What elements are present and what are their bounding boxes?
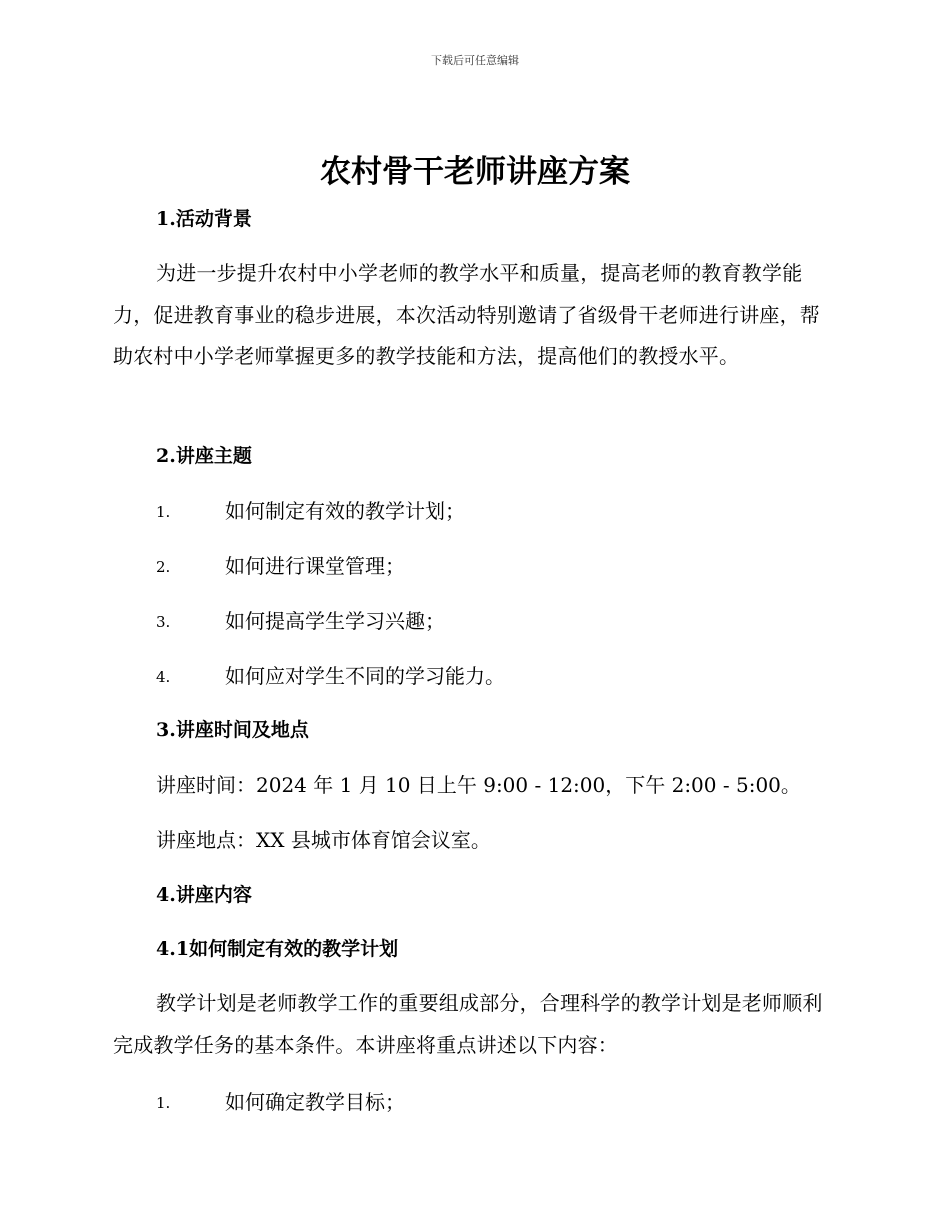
section-heading-topics xyxy=(156,443,252,469)
list-text: 如何应对学生不同的学习能力。 xyxy=(225,664,505,688)
section-title: 讲座主题 xyxy=(175,445,252,467)
list-number: 2. xyxy=(156,558,171,576)
section-number: 2. xyxy=(156,445,176,467)
list-number: 3. xyxy=(156,613,171,631)
list-number: 1. xyxy=(156,503,171,521)
section-number: 1. xyxy=(156,208,176,230)
list-text: 如何制定有效的教学计划； xyxy=(225,499,465,523)
subsection-number: 4.1 xyxy=(156,938,190,960)
section-heading-content xyxy=(156,882,252,908)
lecture-time: 讲座时间：2024 年 1 月 10 日上午 9:00 - 12:00，下午 2:00 - 5:00。 xyxy=(156,773,801,797)
page-header: 下载后可任意编辑 xyxy=(431,54,519,67)
section-number: 3. xyxy=(156,719,176,741)
list-number: 4. xyxy=(156,668,171,686)
section-title: 活动背景 xyxy=(175,208,252,230)
document-title: 农村骨干老师讲座方案 xyxy=(320,154,630,190)
section-heading-time-place xyxy=(156,717,309,743)
list-number: 1. xyxy=(156,1094,171,1112)
list-text: 如何提高学生学习兴趣； xyxy=(225,609,445,633)
section-heading-background xyxy=(156,206,252,232)
section-title: 讲座时间及地点 xyxy=(175,719,309,741)
subsection-heading xyxy=(156,936,398,962)
list-text: 如何进行课堂管理； xyxy=(225,554,405,578)
list-text: 如何确定教学目标； xyxy=(225,1090,405,1114)
lecture-place: 讲座地点：XX 县城市体育馆会议室。 xyxy=(156,828,491,852)
subsection-title: 如何制定有效的教学计划 xyxy=(189,938,399,960)
teaching-plan-paragraph: 教学计划是老师教学工作的重要组成部分，合理科学的教学计划是老师顺利完成教学任务的基本条件。本讲座将重点讲述以下内容： xyxy=(113,991,823,1057)
section-title: 讲座内容 xyxy=(175,884,252,906)
section-number: 4. xyxy=(156,884,176,906)
background-paragraph: 为进一步提升农村中小学老师的教学水平和质量，提高老师的教育教学能力，促进教育事业的稳步进展，本次活动特别邀请了省级骨干老师进行讲座，帮助农村中小学老师掌握更多的教学技能和方法，提高他们的教授水平。 xyxy=(113,261,820,368)
